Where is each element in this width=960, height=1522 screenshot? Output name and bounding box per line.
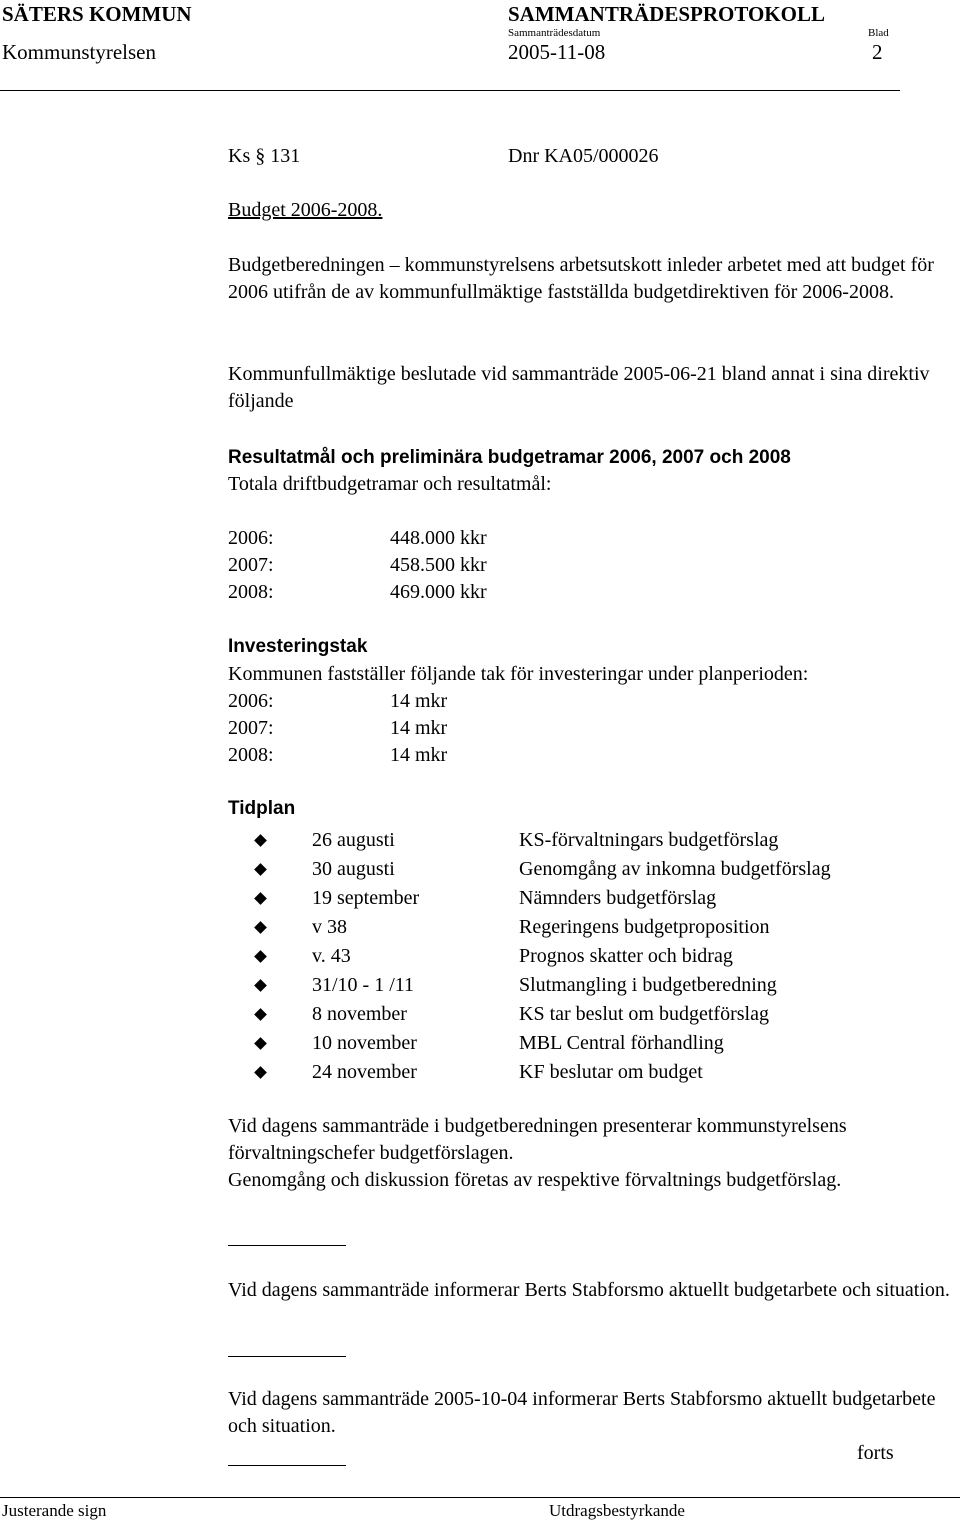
schedule-task: KF beslutar om budget bbox=[519, 1061, 703, 1083]
results-subheading: Totala driftbudgetramar och resultatmål: bbox=[228, 473, 552, 495]
footer-extract-label: Utdragsbestyrkande bbox=[549, 1501, 685, 1520]
schedule-date: v 38 bbox=[312, 916, 347, 938]
investment-value: 14 mkr bbox=[390, 717, 448, 739]
results-year: 2007: bbox=[228, 554, 274, 576]
separator-line bbox=[228, 1245, 346, 1246]
schedule-task: Slutmangling i budgetberedning bbox=[519, 974, 777, 996]
investment-value: 14 mkr bbox=[390, 744, 448, 766]
footer-signature-label: Justerande sign bbox=[2, 1501, 107, 1520]
page-number: 2 bbox=[872, 40, 883, 64]
closing-paragraph-3: Vid dagens sammanträde informerar Berts Stabforsmo aktuellt budgetarbete och situation. bbox=[228, 1279, 950, 1301]
header-rule bbox=[0, 90, 900, 91]
case-dnr: Dnr KA05/000026 bbox=[508, 145, 659, 167]
schedule-date: 24 november bbox=[312, 1061, 417, 1083]
schedule-date: 30 augusti bbox=[312, 858, 395, 880]
org-name: SÄTERS KOMMUN bbox=[2, 2, 192, 26]
diamond-bullet-icon bbox=[254, 979, 267, 992]
results-heading: Resultatmål och preliminära budgetramar 2006, 2007 och 2008 bbox=[228, 447, 791, 468]
intro-paragraph-1: Budgetberedningen – kommunstyrelsens arbetsutskott inleder arbetet med att budget för 2006 utifrån de av kommunfullmäktige fastställda budgetdirektiven för 2006-2008. bbox=[228, 254, 934, 303]
investment-value: 14 mkr bbox=[390, 690, 448, 712]
closing-paragraph-2: Genomgång och diskussion företas av respektive förvaltnings budgetförslag. bbox=[228, 1169, 842, 1191]
diamond-bullet-icon bbox=[254, 892, 267, 905]
schedule-task: Genomgång av inkomna budgetförslag bbox=[519, 858, 831, 880]
investment-text: Kommunen fastställer följande tak för investeringar under planperioden: bbox=[228, 663, 809, 685]
investment-year: 2007: bbox=[228, 717, 274, 739]
results-year: 2008: bbox=[228, 581, 274, 603]
results-value: 458.500 kkr bbox=[390, 554, 487, 576]
diamond-bullet-icon bbox=[254, 834, 267, 847]
schedule-task: MBL Central förhandling bbox=[519, 1032, 724, 1054]
investment-year: 2008: bbox=[228, 744, 274, 766]
intro-paragraph-2: Kommunfullmäktige beslutade vid sammanträde 2005-06-21 bland annat i sina direktiv följande bbox=[228, 363, 930, 412]
committee-name: Kommunstyrelsen bbox=[2, 40, 156, 64]
schedule-task: Prognos skatter och bidrag bbox=[519, 945, 733, 967]
diamond-bullet-icon bbox=[254, 1066, 267, 1079]
continued-note: forts bbox=[857, 1442, 894, 1464]
schedule-heading: Tidplan bbox=[228, 798, 296, 819]
separator-line bbox=[228, 1356, 346, 1357]
footer-rule bbox=[0, 1497, 960, 1498]
results-value: 469.000 kkr bbox=[390, 581, 487, 603]
schedule-date: 8 november bbox=[312, 1003, 407, 1025]
schedule-date: 19 september bbox=[312, 887, 420, 909]
schedule-date: 10 november bbox=[312, 1032, 417, 1054]
diamond-bullet-icon bbox=[254, 921, 267, 934]
closing-paragraph-4: Vid dagens sammanträde 2005-10-04 informerar Berts Stabforsmo aktuellt budgetarbete och situation. bbox=[228, 1388, 936, 1437]
separator-line bbox=[228, 1465, 346, 1466]
diamond-bullet-icon bbox=[254, 1037, 267, 1050]
schedule-task: KS-förvaltningars budgetförslag bbox=[519, 829, 779, 851]
results-year: 2006: bbox=[228, 527, 274, 549]
meeting-date: 2005-11-08 bbox=[508, 40, 606, 64]
schedule-task: Regeringens budgetproposition bbox=[519, 916, 770, 938]
diamond-bullet-icon bbox=[254, 950, 267, 963]
investment-year: 2006: bbox=[228, 690, 274, 712]
schedule-task: KS tar beslut om budgetförslag bbox=[519, 1003, 769, 1025]
diamond-bullet-icon bbox=[254, 863, 267, 876]
schedule-date: 31/10 - 1 /11 bbox=[312, 974, 415, 996]
results-value: 448.000 kkr bbox=[390, 527, 487, 549]
diamond-bullet-icon bbox=[254, 1008, 267, 1021]
investment-heading: Investeringstak bbox=[228, 636, 368, 657]
closing-paragraph-1: Vid dagens sammanträde i budgetberedningen presenterar kommunstyrelsens förvaltningschefer budgetförslagen. bbox=[228, 1115, 847, 1164]
case-number: Ks § 131 bbox=[228, 145, 301, 167]
date-label: Sammanträdesdatum bbox=[508, 27, 601, 39]
schedule-date: v. 43 bbox=[312, 945, 351, 967]
page-label: Blad bbox=[868, 27, 889, 39]
case-title: Budget 2006-2008. bbox=[228, 199, 383, 221]
schedule-task: Nämnders budgetförslag bbox=[519, 887, 717, 909]
document-type: SAMMANTRÄDESPROTOKOLL bbox=[508, 2, 825, 26]
schedule-date: 26 augusti bbox=[312, 829, 395, 851]
